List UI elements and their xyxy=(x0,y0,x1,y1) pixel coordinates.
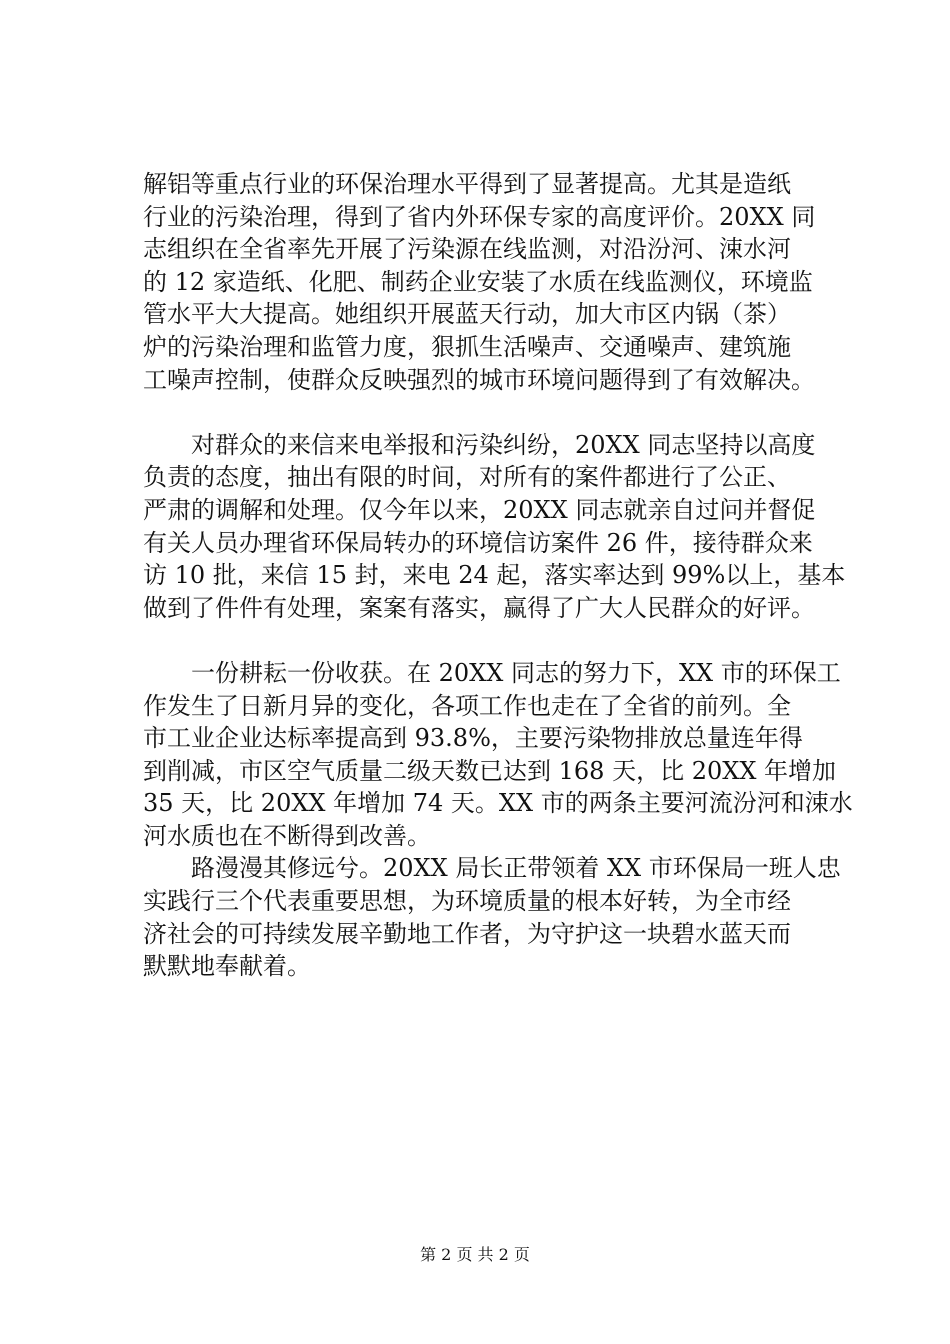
text-line: 对群众的来信来电举报和污染纠纷，20XX 同志坚持以高度 xyxy=(143,430,816,459)
text-line: 到削减，市区空气质量二级天数已达到 168 天，比 20XX 年增加 xyxy=(143,756,837,785)
paragraph-complaint-handling xyxy=(143,429,846,625)
text-line: 作发生了日新月异的变化，各项工作也走在了全省的前列。全 xyxy=(143,691,791,720)
paragraph-spacer xyxy=(143,624,808,657)
text-line: 做到了件件有处理，案案有落实，赢得了广大人民群众的好评。 xyxy=(143,593,815,622)
text-line: 河水质也在不断得到改善。 xyxy=(143,821,431,850)
text-line: 一份耕耘一份收获。在 20XX 同志的努力下，XX 市的环保工 xyxy=(143,658,841,687)
text-line: 管水平大大提高。她组织开展蓝天行动，加大市区内锅（茶） xyxy=(143,300,791,329)
paragraph-environmental-governance xyxy=(143,168,816,396)
text-line: 行业的污染治理，得到了省内外环保专家的高度评价。20XX 同 xyxy=(143,202,816,231)
document-body xyxy=(143,168,853,983)
paragraph-closing xyxy=(143,852,841,982)
text-line: 默默地奉献着。 xyxy=(143,952,311,981)
text-line: 实践行三个代表重要思想，为环境质量的根本好转，为全市经 xyxy=(143,887,791,916)
text-line: 访 10 批，来信 15 封，来电 24 起，落实率达到 99%以上，基本 xyxy=(143,561,846,590)
text-line: 炉的污染治理和监管力度，狠抓生活噪声、交通噪声、建筑施 xyxy=(143,332,791,361)
text-line: 负责的态度，抽出有限的时间，对所有的案件都进行了公正、 xyxy=(143,463,791,492)
page-footer xyxy=(0,1244,950,1266)
paragraph-achievements xyxy=(143,657,853,853)
text-line: 路漫漫其修远兮。20XX 局长正带领着 XX 市环保局一班人忠 xyxy=(143,854,841,883)
paragraph-spacer xyxy=(143,396,808,429)
text-line: 有关人员办理省环保局转办的环境信访案件 26 件，接待群众来 xyxy=(143,528,813,557)
text-line: 志组织在全省率先开展了污染源在线监测，对沿汾河、涑水河 xyxy=(143,235,791,264)
text-line: 35 天，比 20XX 年增加 74 天。XX 市的两条主要河流汾河和涑水 xyxy=(143,789,853,818)
text-line: 工噪声控制，使群众反映强烈的城市环境问题得到了有效解决。 xyxy=(143,365,815,394)
text-line: 济社会的可持续发展辛勤地工作者，为守护这一块碧水蓝天而 xyxy=(143,919,791,948)
text-line: 严肃的调解和处理。仅今年以来，20XX 同志就亲自过问并督促 xyxy=(143,495,816,524)
text-line: 市工业企业达标率提高到 93.8%，主要污染物排放总量连年得 xyxy=(143,724,803,753)
page-number: 第 2 页 共 2 页 xyxy=(420,1245,530,1264)
text-line: 解铝等重点行业的环保治理水平得到了显著提高。尤其是造纸 xyxy=(143,170,791,198)
text-line: 的 12 家造纸、化肥、制药企业安装了水质在线监测仪，环境监 xyxy=(143,267,813,296)
